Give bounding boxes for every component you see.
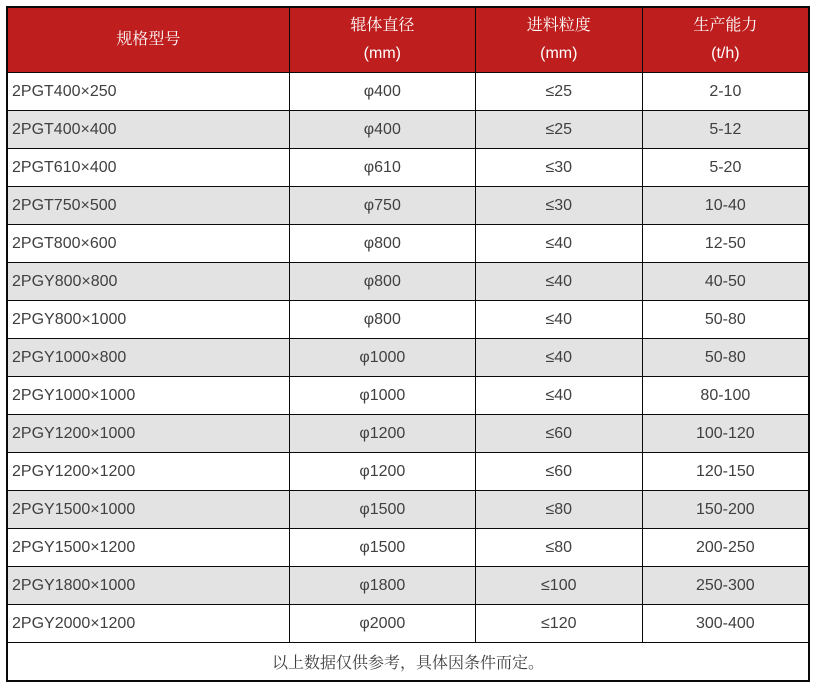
- diameter-cell: φ1200: [289, 415, 475, 453]
- col-header-roller-diameter: [289, 7, 475, 73]
- col-header-label: 生产能力: [693, 17, 758, 34]
- diameter-cell: φ1000: [289, 339, 475, 377]
- table-row: [7, 377, 809, 415]
- table-row: [7, 339, 809, 377]
- spec-table: [6, 6, 810, 682]
- diameter-cell: φ400: [289, 111, 475, 149]
- diameter-cell: φ2000: [289, 605, 475, 643]
- table-row: [7, 415, 809, 453]
- table-row: [7, 301, 809, 339]
- model-cell: 2PGT610×400: [7, 149, 289, 187]
- model-cell: 2PGY1200×1200: [7, 453, 289, 491]
- feed-size-cell: ≤30: [475, 187, 642, 225]
- table-row: [7, 111, 809, 149]
- model-cell: 2PGY1800×1000: [7, 567, 289, 605]
- model-cell: 2PGY2000×1200: [7, 605, 289, 643]
- capacity-cell: 5-12: [642, 111, 809, 149]
- table-row: [7, 453, 809, 491]
- col-header-unit: (mm): [540, 45, 578, 62]
- capacity-cell: 2-10: [642, 73, 809, 111]
- col-header-label: 辊体直径: [350, 17, 415, 34]
- capacity-cell: 150-200: [642, 491, 809, 529]
- diameter-cell: φ1000: [289, 377, 475, 415]
- table-row: [7, 149, 809, 187]
- model-cell: 2PGY1500×1000: [7, 491, 289, 529]
- model-cell: 2PGY1200×1000: [7, 415, 289, 453]
- col-header-label: 进料粒度: [526, 17, 591, 34]
- feed-size-cell: ≤60: [475, 453, 642, 491]
- feed-size-cell: ≤25: [475, 111, 642, 149]
- diameter-cell: φ400: [289, 73, 475, 111]
- table-row: [7, 263, 809, 301]
- col-header-capacity: [642, 7, 809, 73]
- capacity-cell: 120-150: [642, 453, 809, 491]
- model-cell: 2PGT400×250: [7, 73, 289, 111]
- model-cell: 2PGT800×600: [7, 225, 289, 263]
- model-cell: 2PGT400×400: [7, 111, 289, 149]
- col-header-unit: (mm): [363, 45, 401, 62]
- footer-row: [7, 643, 809, 682]
- capacity-cell: 10-40: [642, 187, 809, 225]
- capacity-cell: 40-50: [642, 263, 809, 301]
- feed-size-cell: ≤120: [475, 605, 642, 643]
- diameter-cell: φ1800: [289, 567, 475, 605]
- feed-size-cell: ≤40: [475, 377, 642, 415]
- table-row: [7, 225, 809, 263]
- model-cell: 2PGY1000×1000: [7, 377, 289, 415]
- model-cell: 2PGY1000×800: [7, 339, 289, 377]
- capacity-cell: 100-120: [642, 415, 809, 453]
- col-header-feed-size: [475, 7, 642, 73]
- capacity-cell: 250-300: [642, 567, 809, 605]
- table-row: [7, 73, 809, 111]
- diameter-cell: φ1200: [289, 453, 475, 491]
- model-cell: 2PGY800×1000: [7, 301, 289, 339]
- feed-size-cell: ≤60: [475, 415, 642, 453]
- table-row: [7, 605, 809, 643]
- capacity-cell: 50-80: [642, 339, 809, 377]
- diameter-cell: φ800: [289, 301, 475, 339]
- feed-size-cell: ≤40: [475, 339, 642, 377]
- diameter-cell: φ1500: [289, 491, 475, 529]
- table-row: [7, 187, 809, 225]
- model-cell: 2PGY800×800: [7, 263, 289, 301]
- model-cell: 2PGY1500×1200: [7, 529, 289, 567]
- col-header-model: [7, 7, 289, 73]
- diameter-cell: φ610: [289, 149, 475, 187]
- capacity-cell: 300-400: [642, 605, 809, 643]
- feed-size-cell: ≤40: [475, 225, 642, 263]
- feed-size-cell: ≤40: [475, 263, 642, 301]
- table-footnote: 以上数据仅供参考，具体因条件而定。: [7, 643, 809, 682]
- feed-size-cell: ≤25: [475, 73, 642, 111]
- feed-size-cell: ≤30: [475, 149, 642, 187]
- table-row: [7, 491, 809, 529]
- header-row: [7, 7, 809, 73]
- model-cell: 2PGT750×500: [7, 187, 289, 225]
- table-row: [7, 567, 809, 605]
- col-header-label: 规格型号: [116, 31, 181, 48]
- capacity-cell: 5-20: [642, 149, 809, 187]
- feed-size-cell: ≤40: [475, 301, 642, 339]
- table-row: [7, 529, 809, 567]
- capacity-cell: 12-50: [642, 225, 809, 263]
- col-header-unit: (t/h): [711, 45, 740, 62]
- feed-size-cell: ≤80: [475, 529, 642, 567]
- feed-size-cell: ≤80: [475, 491, 642, 529]
- diameter-cell: φ1500: [289, 529, 475, 567]
- diameter-cell: φ800: [289, 263, 475, 301]
- capacity-cell: 80-100: [642, 377, 809, 415]
- capacity-cell: 50-80: [642, 301, 809, 339]
- diameter-cell: φ800: [289, 225, 475, 263]
- diameter-cell: φ750: [289, 187, 475, 225]
- feed-size-cell: ≤100: [475, 567, 642, 605]
- capacity-cell: 200-250: [642, 529, 809, 567]
